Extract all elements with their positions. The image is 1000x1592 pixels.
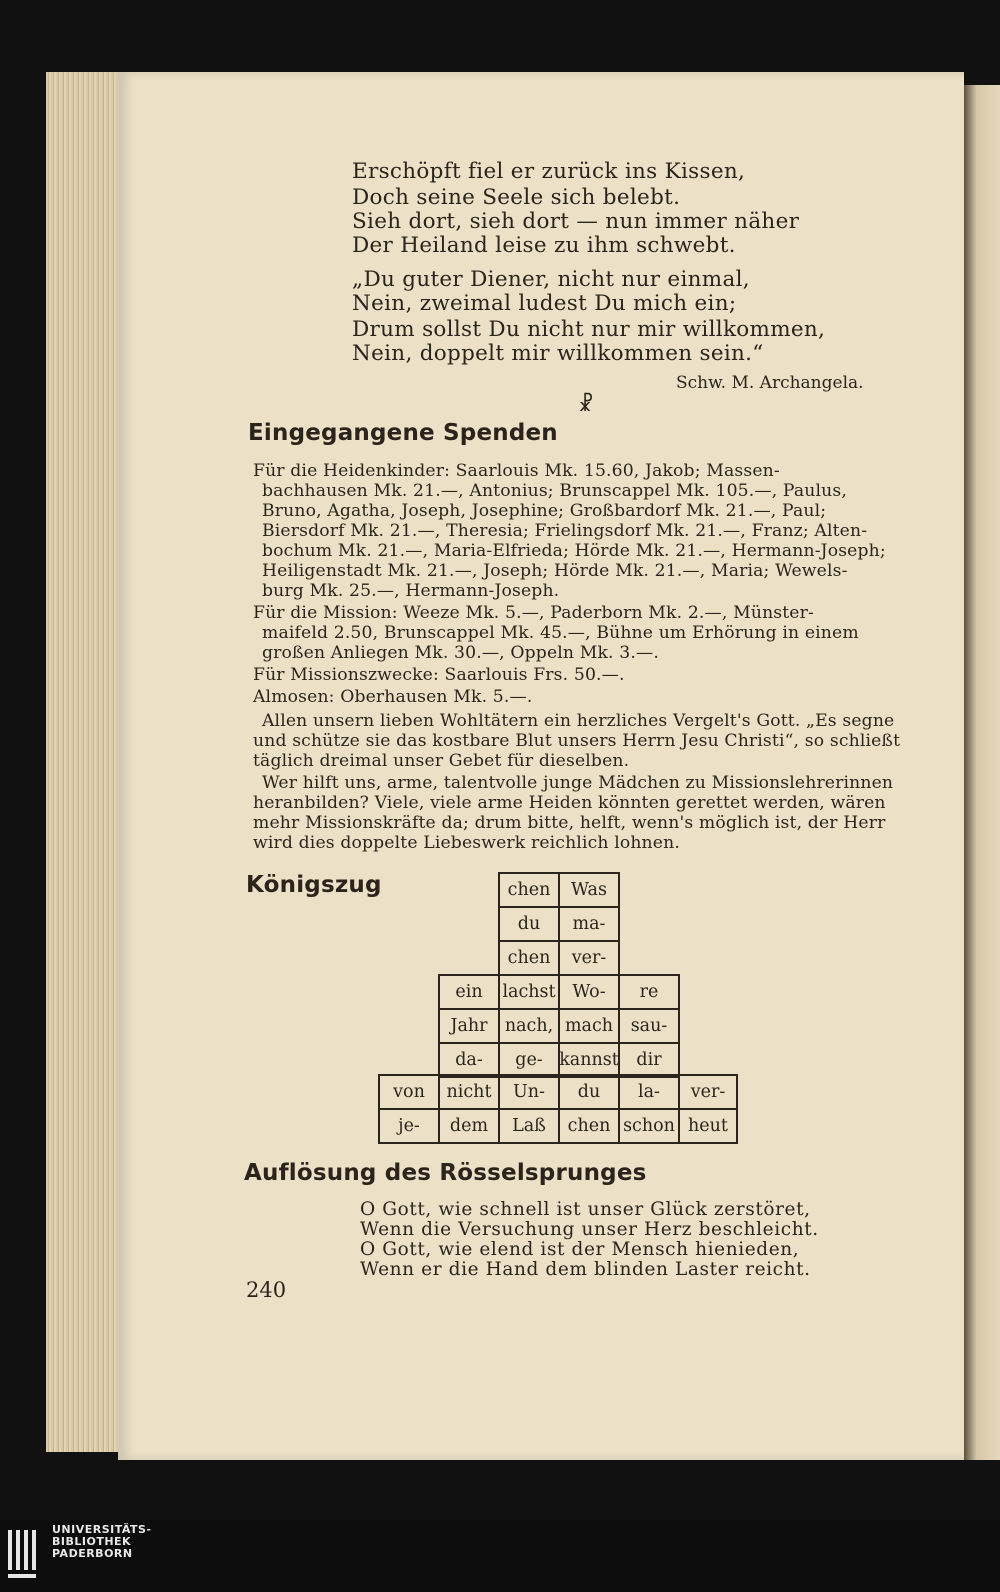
verse-line: Wenn die Versuchung unser Herz beschleicht. — [360, 1219, 819, 1240]
poem-line: Erschöpft fiel er zurück ins Kissen, — [352, 159, 746, 184]
text-line: Für die Heidenkinder: Saarlouis Mk. 15.60, Jakob; Massen- — [253, 461, 780, 481]
grid-cell: Un- — [498, 1074, 560, 1110]
aufloesung-heading: Auflösung des Rösselsprunges — [244, 1160, 647, 1186]
grid-cell: nach, — [498, 1008, 560, 1044]
text-line: Für Missionszwecke: Saarlouis Frs. 50.—. — [253, 665, 625, 685]
grid-cell: schon — [618, 1108, 680, 1144]
grid-cell: ein — [438, 974, 500, 1010]
grid-cell: dir — [618, 1042, 680, 1078]
grid-cell: von — [378, 1074, 440, 1110]
grid-cell: ma- — [558, 906, 620, 942]
logo-line: UNIVERSITÄTS- — [52, 1523, 152, 1536]
text-line: Wer hilft uns, arme, talentvolle junge Mädchen zu Missionslehrerinnen — [262, 773, 894, 793]
text-line: großen Anliegen Mk. 30.—, Oppeln Mk. 3.—. — [262, 643, 659, 663]
text-line: Bruno, Agatha, Joseph, Josephine; Großbardorf Mk. 21.—, Paul; — [262, 501, 827, 521]
verse-line: O Gott, wie elend ist der Mensch hienieden, — [360, 1239, 800, 1260]
grid-cell: re — [618, 974, 680, 1010]
grid-cell: du — [558, 1074, 620, 1110]
text-line: bochum Mk. 21.—, Maria-Elfrieda; Hörde Mk. 21.—, Hermann-Joseph; — [262, 541, 886, 561]
poem-line: „Du guter Diener, nicht nur einmal, — [352, 267, 750, 292]
grid-cell: chen — [498, 940, 560, 976]
text-line: heranbilden? Viele, viele arme Heiden könnten gerettet werden, wären — [253, 793, 886, 813]
verse-line: Wenn er die Hand dem blinden Laster reicht. — [360, 1259, 811, 1280]
grid-cell: kannst — [558, 1042, 620, 1078]
grid-cell: Jahr — [438, 1008, 500, 1044]
grid-cell: ge- — [498, 1042, 560, 1078]
poem-line: Nein, doppelt mir willkommen sein.“ — [352, 341, 764, 366]
grid-cell: Wo- — [558, 974, 620, 1010]
grid-cell: je- — [378, 1108, 440, 1144]
text-line: und schütze sie das kostbare Blut unsers Herrn Jesu Christi“, so schließt — [253, 731, 901, 751]
facing-page-edge — [964, 85, 1000, 1460]
poem-line: Sieh dort, sieh dort — nun immer näher — [352, 209, 800, 234]
grid-cell: da- — [438, 1042, 500, 1078]
grid-cell: dem — [438, 1108, 500, 1144]
text-line: Biersdorf Mk. 21.—, Theresia; Frielingsdorf Mk. 21.—, Franz; Alten- — [262, 521, 868, 541]
text-line: mehr Missionskräfte da; drum bitte, helft, wenn's möglich ist, der Herr — [253, 813, 886, 833]
text-line: bachhausen Mk. 21.—, Antonius; Brunscappel Mk. 105.—, Paulus, — [262, 481, 847, 501]
grid-cell: lachst — [498, 974, 560, 1010]
text-line: Allen unsern lieben Wohltätern ein herzliches Vergelt's Gott. „Es segne — [262, 711, 895, 731]
text-line: wird dies doppelte Liebeswerk reichlich lohnen. — [253, 833, 680, 853]
grid-cell: Was — [558, 872, 620, 908]
grid-cell: sau- — [618, 1008, 680, 1044]
grid-cell: Laß — [498, 1108, 560, 1144]
grid-cell: ver- — [558, 940, 620, 976]
koenigszug-heading: Königszug — [246, 872, 382, 898]
library-logo-text — [52, 1524, 152, 1560]
grid-cell: du — [498, 906, 560, 942]
grid-cell: nicht — [438, 1074, 500, 1110]
poem-line: Der Heiland leise zu ihm schwebt. — [352, 233, 736, 258]
text-line: Heiligenstadt Mk. 21.—, Joseph; Hörde Mk. 21.—, Maria; Wewels- — [262, 561, 848, 581]
logo-line: PADERBORN — [52, 1547, 133, 1560]
poem-line: Nein, zweimal ludest Du mich ein; — [352, 291, 737, 316]
library-logo-icon — [6, 1526, 46, 1582]
grid-cell: heut — [678, 1108, 738, 1144]
poem-line: Drum sollst Du nicht nur mir willkommen, — [352, 317, 826, 342]
chi-rho-ornament: ☧ — [578, 392, 594, 416]
spenden-heading: Eingegangene Spenden — [248, 420, 558, 446]
text-line: Für die Mission: Weeze Mk. 5.—, Paderborn Mk. 2.—, Münster- — [253, 603, 814, 623]
text-line: maifeld 2.50, Brunscappel Mk. 45.—, Bühne um Erhörung in einem — [262, 623, 859, 643]
text-line: täglich dreimal unser Gebet für dieselben. — [253, 751, 630, 771]
grid-cell: chen — [558, 1108, 620, 1144]
poem-line: Doch seine Seele sich belebt. — [352, 185, 681, 210]
logo-line: BIBLIOTHEK — [52, 1535, 132, 1548]
grid-cell: mach — [558, 1008, 620, 1044]
grid-cell: ver- — [678, 1074, 738, 1110]
verse-line: O Gott, wie schnell ist unser Glück zerstöret, — [360, 1199, 811, 1220]
text-line: Almosen: Oberhausen Mk. 5.—. — [253, 687, 533, 707]
poem-signature: Schw. M. Archangela. — [676, 373, 864, 393]
text-line: burg Mk. 25.—, Hermann-Joseph. — [262, 581, 560, 601]
grid-cell: chen — [498, 872, 560, 908]
grid-cell: la- — [618, 1074, 680, 1110]
page-number: 240 — [246, 1278, 287, 1302]
